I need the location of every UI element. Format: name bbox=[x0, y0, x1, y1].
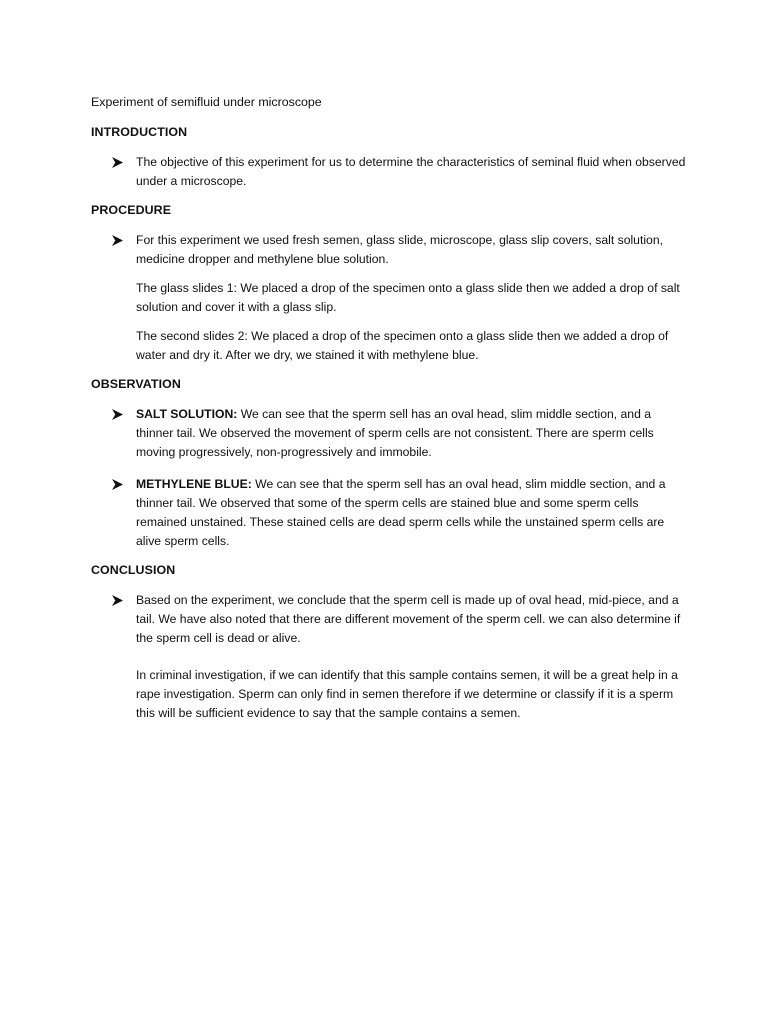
arrowhead-bullet-icon bbox=[112, 479, 123, 490]
procedure-slide-2-paragraph: The second slides 2: We placed a drop of the specimen onto a glass slide then we added a drop of water and dry it. After we dry, we stained it with methylene blue. bbox=[136, 329, 669, 362]
conclusion-bullet-text: Based on the experiment, we conclude that the sperm cell is made up of oval head, mid-piece, and a tail. We have also noted that there are different movement of the sperm cell. we can also determine if the sperm cell is dead or alive. bbox=[136, 593, 681, 645]
procedure-heading: PROCEDURE bbox=[91, 203, 172, 217]
salt-solution-label: SALT SOLUTION: bbox=[136, 407, 238, 421]
methylene-blue-text: We can see that the sperm sell has an oval head, slim middle section, and a thinner tail. We observed that some of the sperm cells are stained blue and some sperm cells remained unstained. These stained cells are dead sperm cells while the unstained sperm cells are alive sperm cells. bbox=[136, 477, 666, 548]
procedure-slide-1-paragraph: The glass slides 1: We placed a drop of the specimen onto a glass slide then we added a drop of salt solution and cover it with a glass slip. bbox=[136, 281, 680, 314]
introduction-bullet-text: The objective of this experiment for us to determine the characteristics of seminal fluid when observed under a microscope. bbox=[136, 155, 686, 188]
observation-methylene-bullet bbox=[91, 475, 691, 551]
conclusion-criminal-paragraph: In criminal investigation, if we can identify that this sample contains semen, it will be a great help in a rape investigation. Sperm can only find in semen therefore if we determine or classify if it is a sperm this will be sufficient evidence to say that the sample contains a semen. bbox=[136, 668, 678, 720]
procedure-bullet bbox=[91, 231, 691, 269]
document-body bbox=[91, 93, 691, 733]
arrowhead-bullet-icon bbox=[112, 595, 123, 606]
conclusion-bullet bbox=[91, 591, 691, 648]
procedure-bullet-text: For this experiment we used fresh semen, glass slide, microscope, glass slip covers, salt solution, medicine dropper and methylene blue solution. bbox=[136, 233, 663, 266]
arrowhead-bullet-icon bbox=[112, 409, 123, 420]
conclusion-heading: CONCLUSION bbox=[91, 563, 176, 577]
salt-solution-text: We can see that the sperm sell has an oval head, slim middle section, and a thinner tail. We observed the movement of sperm cells are not consistent. There are sperm cells moving progressively, non-progressively and immobile. bbox=[136, 407, 654, 459]
arrowhead-bullet-icon bbox=[112, 157, 123, 168]
arrowhead-bullet-icon bbox=[112, 235, 123, 246]
methylene-blue-label: METHYLENE BLUE: bbox=[136, 477, 252, 491]
introduction-bullet bbox=[91, 153, 691, 191]
observation-heading: OBSERVATION bbox=[91, 377, 181, 391]
introduction-heading: INTRODUCTION bbox=[91, 125, 188, 139]
document-title: Experiment of semifluid under microscope bbox=[91, 95, 322, 109]
observation-salt-bullet bbox=[91, 405, 691, 462]
